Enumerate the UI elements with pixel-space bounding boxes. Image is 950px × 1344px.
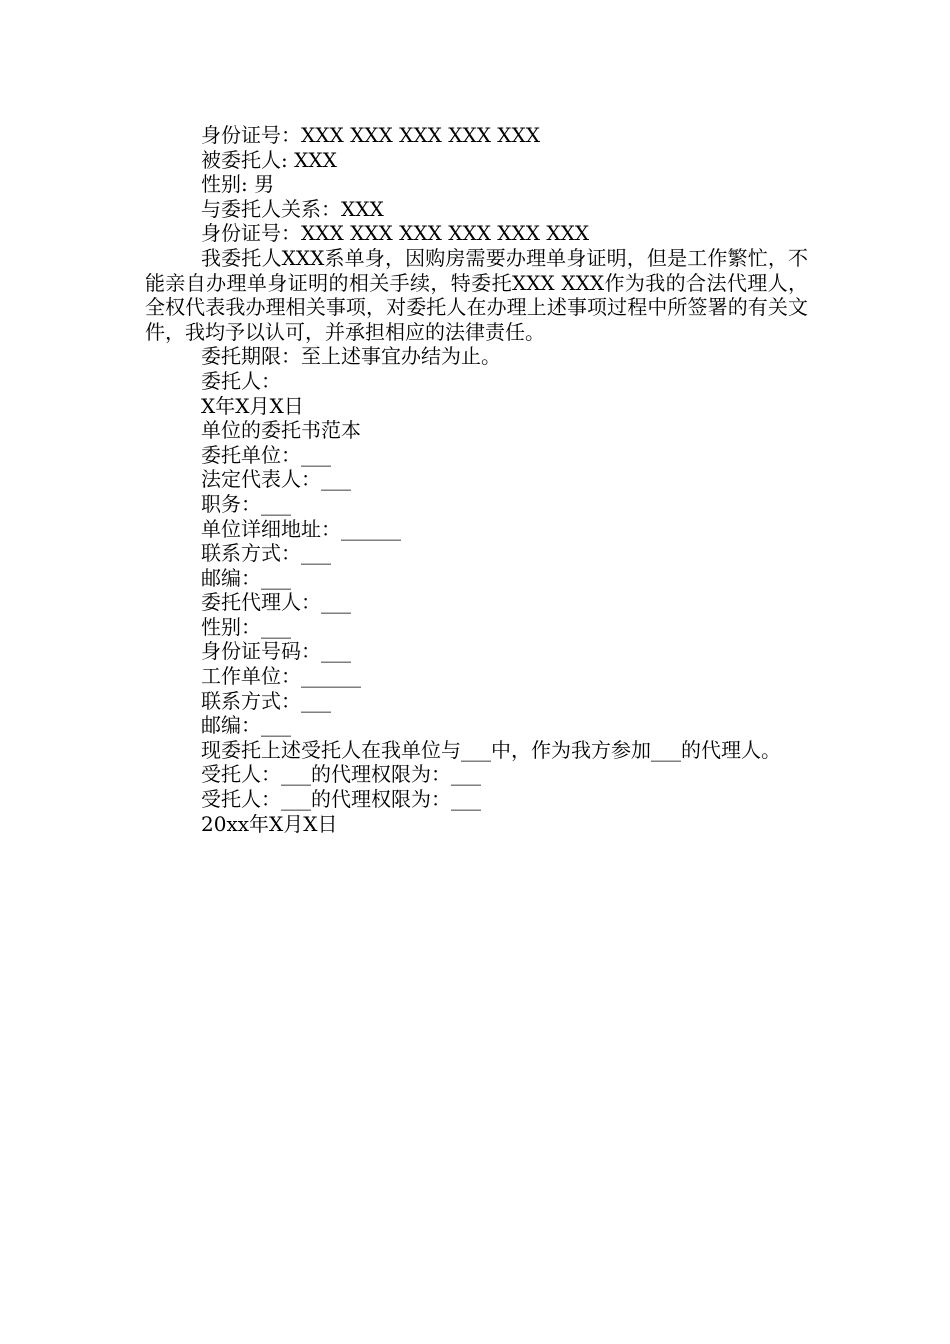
text-line-agent-contact: 联系方式：___ (201, 688, 331, 713)
text-line-agent: 委托代理人：___ (201, 590, 351, 615)
text-line-section-title: 单位的委托书范本 (201, 418, 361, 443)
text-line-address: 单位详细地址：______ (201, 516, 401, 541)
text-line-legal-rep: 法定代表人：___ (201, 467, 351, 492)
text-line-trustee-1: 受托人：___的代理权限为：___ (201, 762, 481, 787)
text-line-date: X年X月X日 (201, 393, 304, 418)
text-line-delegator: 委托人： (201, 368, 281, 393)
text-line-agent-postcode: 邮编：___ (201, 713, 291, 738)
text-line-gender: 性别: 男 (201, 172, 275, 197)
text-line-agent-gender: 性别：___ (201, 614, 291, 639)
text-line-unit: 委托单位：___ (201, 442, 331, 467)
text-line-postcode: 邮编：___ (201, 565, 291, 590)
text-line-principal: 被委托人: XXX (201, 147, 337, 172)
text-line-final-date: 20xx年X月X日 (201, 811, 338, 836)
text-line-id-number: 身份证号：XXX XXX XXX XXX XXX (201, 123, 541, 147)
text-line-id-number-2: 身份证号：XXX XXX XXX XXX XXX XXX (201, 221, 590, 246)
paragraph-authorization: 我委托人XXX系单身，因购房需要办理单身证明，但是工作繁忙，不能亲自办理单身证明的相关手续，特委托XXX XXX作为我的合法代理人，全权代表我办理相关事项，对委托人在办理上述事项过程中所签署的有关文件，我均予以认可，并承担相应的法律责任。 (145, 245, 808, 344)
text-line-position: 职务：___ (201, 491, 291, 516)
text-line-contact: 联系方式：___ (201, 541, 331, 566)
text-line-workplace: 工作单位：______ (201, 664, 361, 689)
text-line-relationship: 与委托人关系：XXX (201, 196, 384, 221)
text-line-term: 委托期限：至上述事宜办结为止。 (201, 344, 501, 369)
text-line-trustee-2: 受托人：___的代理权限为：___ (201, 787, 481, 812)
paragraph-delegation: 现委托上述受托人在我单位与___中，作为我方参加___的代理人。 (201, 737, 781, 762)
document-body (145, 123, 808, 836)
text-line-agent-id: 身份证号码：___ (201, 639, 351, 664)
